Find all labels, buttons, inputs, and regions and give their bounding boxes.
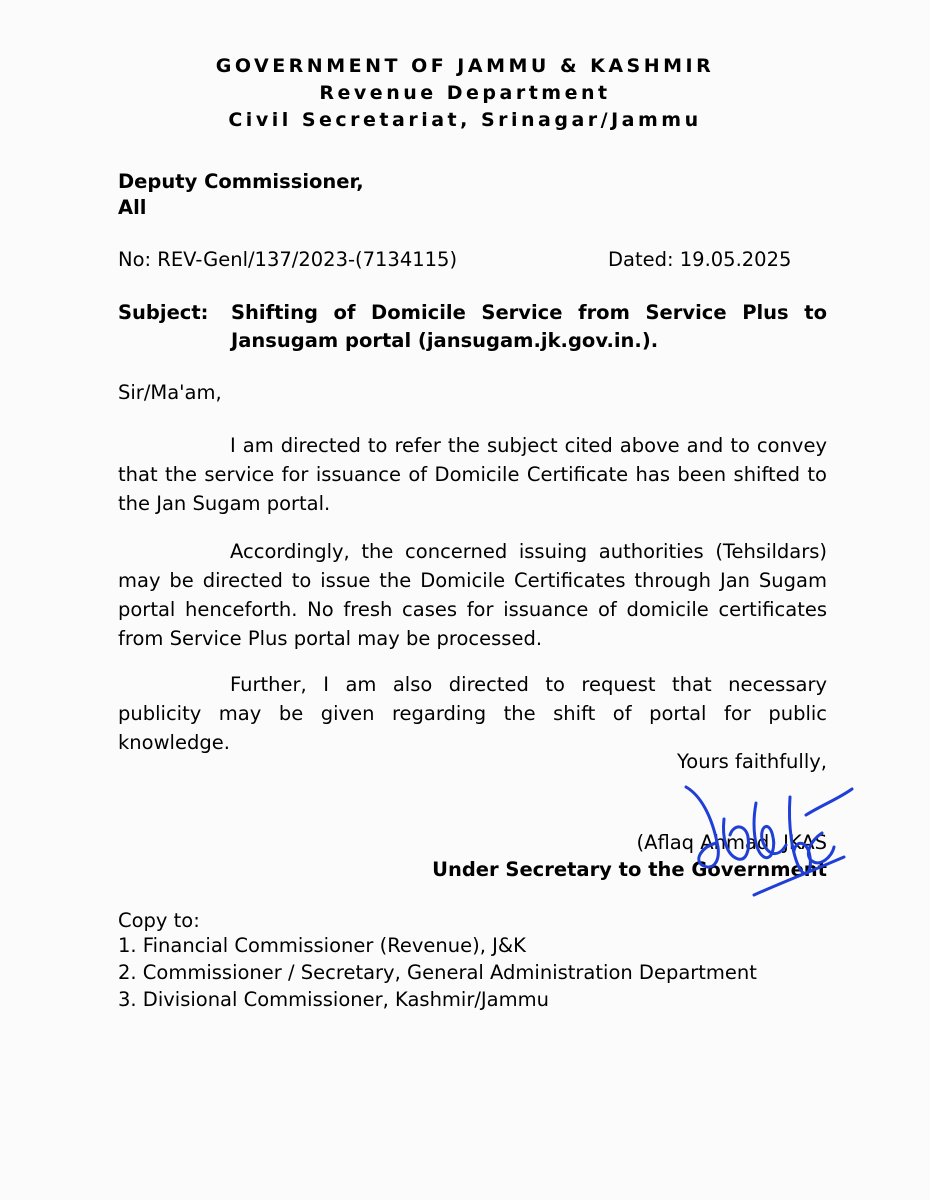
header-government: GOVERNMENT OF JAMMU & KASHMIR <box>215 55 715 77</box>
reference-date: Dated: 19.05.2025 <box>608 248 792 271</box>
signatory-name: (Aflaq Ahmad) JKAS <box>636 831 827 854</box>
subject-line-1: Shifting of Domicile Service from Service Plus to <box>231 301 827 324</box>
header-office: Civil Secretariat, Srinagar/Jammu <box>228 109 702 131</box>
paragraph-3: Further, I am also directed to request that necessary publicity may be given regarding the shift of portal for public knowledge. <box>118 673 827 754</box>
copy-to-label: Copy to: <box>118 909 200 932</box>
subject-label: Subject: <box>118 301 209 324</box>
handwritten-signature <box>672 775 862 910</box>
addressee-scope: All <box>118 196 147 219</box>
complimentary-close: Yours faithfully, <box>676 750 827 773</box>
header-department: Revenue Department <box>319 82 611 104</box>
paragraph-1: I am directed to refer the subject cited above and to convey that the service for issuance of Domicile Certificate has been shifted to the Jan Sugam portal. <box>118 434 827 515</box>
copy-to-item: 2. Commissioner / Secretary, General Administration Department <box>118 961 757 984</box>
signatory-designation: Under Secretary to the Government <box>432 858 827 881</box>
paragraph-2: Accordingly, the concerned issuing authorities (Tehsildars) may be directed to issue the Domicile Certificates through Jan Sugam portal henceforth. No fresh cases for issuance of domicile certificates from Service Plus portal may be processed. <box>118 540 827 650</box>
copy-to-item: 3. Divisional Commissioner, Kashmir/Jammu <box>118 988 549 1011</box>
addressee-title: Deputy Commissioner, <box>118 170 364 193</box>
reference-number: No: REV-Genl/137/2023-(7134115) <box>118 248 458 271</box>
salutation: Sir/Ma'am, <box>118 381 222 404</box>
copy-to-item: 1. Financial Commissioner (Revenue), J&K <box>118 934 526 957</box>
subject-line-2: Jansugam portal (jansugam.jk.gov.in.). <box>231 329 659 352</box>
